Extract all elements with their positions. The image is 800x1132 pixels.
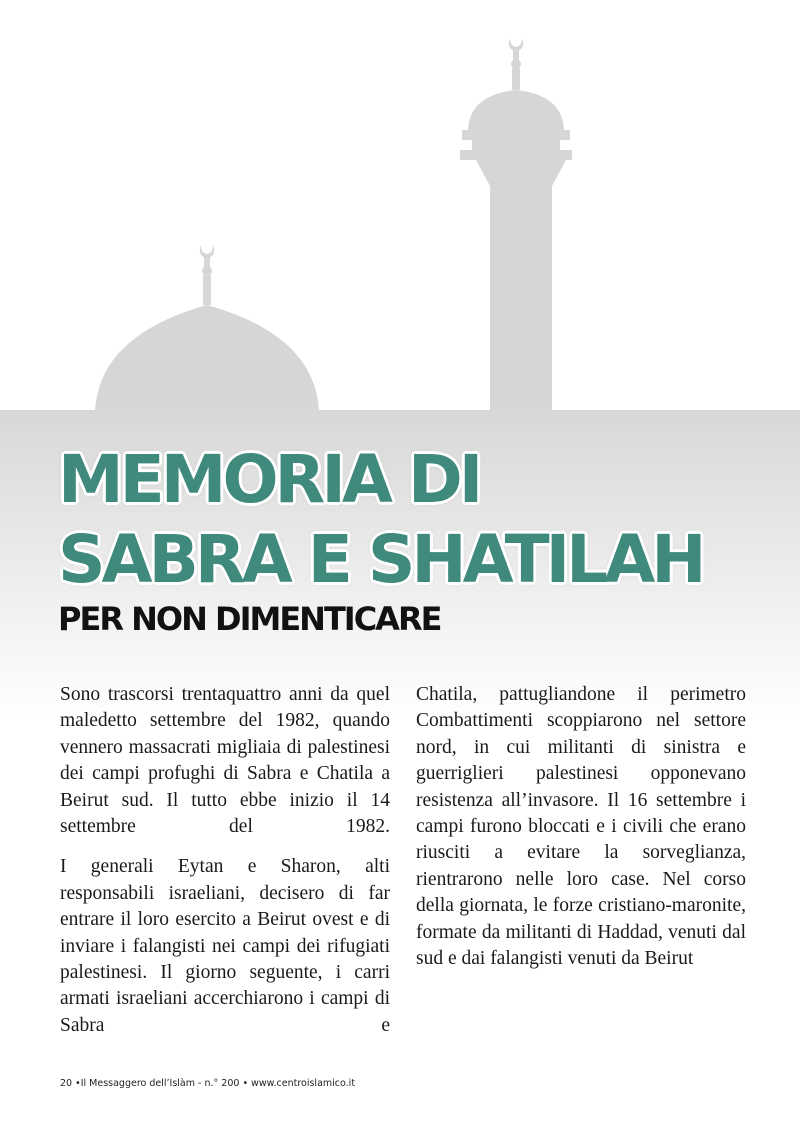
page-footer: 20 •Il Messaggero dell’Islàm - n.° 200 • www.centroislamico.it <box>60 1078 356 1089</box>
paragraph: Sono trascorsi trentaquattro anni da quel maledetto settembre del 1982, quando vennero massacrati migliaia di palestinesi dei campi profughi di Sabra e Chatila a Beirut sud. Il tutto ebbe inizio il 14 settembre del 1982. <box>60 684 390 838</box>
column-right <box>416 682 746 1053</box>
paragraph: Chatila, pattugliandone il perimetro Combattimenti scoppiarono nel settore nord, in cui militanti di sinistra e guerriglieri palestinesi opponevano resistenza all’invasore. Il 16 settembre i campi furono bloccati e i civili che erano riusciti a evitare la sorveglianza, rientrarono nelle loro case. Nel corso della giornata, le forze cristiano-maronite, formate da militanti di Haddad, venuti dal sud e dai falangisti venuti da Beirut <box>416 684 746 970</box>
headline-line-2: SABRA E SHATILAH <box>58 521 703 598</box>
title-block <box>58 440 778 638</box>
article-subtitle: PER NON DIMENTICARE <box>58 600 441 638</box>
article-headline <box>58 440 778 600</box>
article-body <box>60 682 746 1053</box>
column-left <box>60 682 390 1053</box>
paragraph: I generali Eytan e Sharon, alti responsabili israeliani, decisero di far entrare il loro esercito a Beirut ovest e di inviare i falangisti nei campi dei rifugiati palestinesi. Il giorno seguente, i carri armati israeliani accerchiarono i campi di Sabra e <box>60 856 390 1036</box>
headline-line-1: MEMORIA DI <box>58 441 480 518</box>
